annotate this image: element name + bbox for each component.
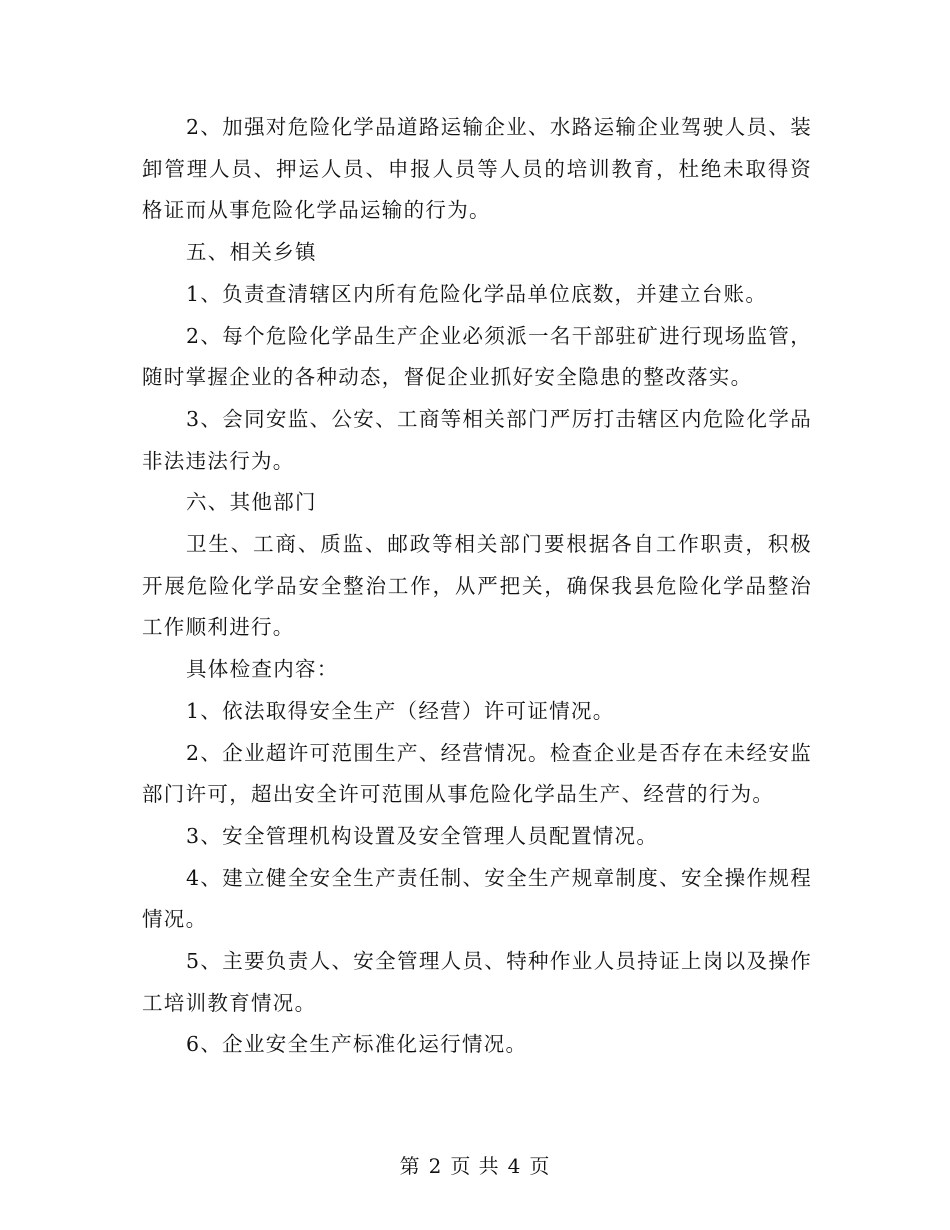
paragraph: 3、安全管理机构设置及安全管理人员配置情况。	[186, 823, 659, 848]
paragraph: 4、建立健全安全生产责任制、安全生产规章制度、安全操作规程情况。	[142, 865, 812, 932]
paragraph: 6、企业安全生产标准化运行情况。	[186, 1032, 528, 1057]
paragraph: 2、每个危险化学品生产企业必须派一名干部驻矿进行现场监管，随时掌握企业的各种动态，督促企业抓好安全隐患的整改落实。	[142, 323, 812, 390]
footer-suffix: 页	[529, 1154, 551, 1178]
paragraph: 1、依法取得安全生产（经营）许可证情况。	[186, 698, 615, 723]
paragraph: 5、主要负责人、安全管理人员、特种作业人员持证上岗以及操作工培训教育情况。	[142, 949, 812, 1015]
page-footer	[0, 1150, 950, 1179]
paragraph: 2、企业超许可范围生产、经营情况。检查企业是否存在未经安监部门许可，超出安全许可范围从事危险化学品生产、经营的行为。	[142, 740, 812, 807]
paragraph: 卫生、工商、质监、邮政等相关部门要根据各自工作职责，积极开展危险化学品安全整治工作，从严把关，确保我县危险化学品整治工作顺利进行。	[142, 532, 812, 640]
total-pages-number: 4	[507, 1154, 522, 1178]
footer-middle: 页 共	[450, 1154, 500, 1178]
document-body	[142, 107, 812, 1066]
paragraph: 3、会同安监、公安、工商等相关部门严厉打击辖区内危险化学品非法违法行为。	[142, 406, 812, 473]
section-heading: 六、其他部门	[186, 490, 317, 515]
footer-prefix: 第	[399, 1154, 421, 1178]
paragraph: 1、负责查清辖区内所有危险化学品单位底数，并建立台账。	[186, 281, 768, 306]
section-heading: 五、相关乡镇	[186, 240, 317, 265]
paragraph: 2、加强对危险化学品道路运输企业、水路运输企业驾驶人员、装卸管理人员、押运人员、申报人员等人员的培训教育，杜绝未取得资格证而从事危险化学品运输的行为。	[142, 115, 812, 223]
current-page-number: 2	[428, 1154, 443, 1178]
subheading: 具体检查内容：	[186, 657, 339, 682]
